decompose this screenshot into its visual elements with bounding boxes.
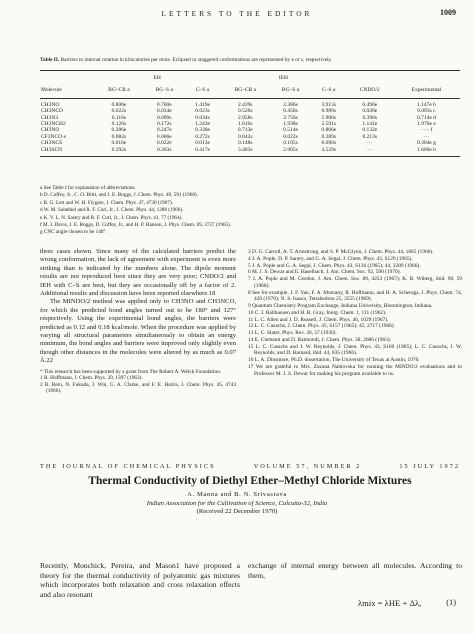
column-header: BG–CR a (220, 84, 270, 98)
table-cell: 0.389s (321, 133, 337, 140)
table-footnote: e K. V. L. N. Sastry and R. F. Curl, Jr., J. Chem. Phys. 41, 77 (1964). (40, 214, 183, 221)
table-footnote: b D. Coffey, Jr., C. O. Britt, and J. E. Boggs, J. Chem. Phys. 49, 591 (1968). (40, 192, 198, 199)
table-cell: 1.147e b (416, 101, 436, 108)
reference: 17 We are grateful to Mrs. Zuzana Nahlovska for running the MINDO/2 evaluations and to Professor M. J. S. Dewar for making his program available to us. (248, 363, 462, 377)
table-cell: 0.292s (111, 146, 127, 153)
table-cell: CF3NCO e (41, 133, 66, 140)
group-header-ieh: IEH (220, 71, 346, 85)
table-cell: 5.900s (321, 114, 337, 121)
author-notes (40, 369, 236, 395)
table-caption-text: Barriers to internal rotation in kilocalories per mole. Eclipsed or staggered conformations are represented by e or s, respectively. (60, 57, 333, 63)
table-cell: 0.126s (111, 121, 127, 128)
running-head: LETTERS TO THE EDITOR (161, 9, 313, 18)
reference: 12 L. C. Cusachs, J. Chem. Phys. 43, S157 (1965); 45, 2717 (1966). (248, 323, 395, 330)
equation-number: (1) (446, 598, 456, 607)
table-cell: 2.591s (321, 121, 337, 128)
note: * This research has been supported by a grant from The Robert A. Welch Foundation. (40, 368, 222, 375)
table-cell: 0.042s (237, 133, 253, 140)
table-cell: 0.132e (362, 127, 378, 134)
table-cell: 1.141e (362, 121, 378, 128)
table-cell: CH3NCO (41, 108, 64, 115)
paragraph: three cases shown. Since many of the calculated barriers predict the wrong conformation, the lack of agreement with experiment is even more striking than is indicated by the numbers alone. The dipole moment results are not reproduced here since they are very poor; CNDO/2 and IEH with C–S are best, but they are occasionally off by a factor of 2. Additional results and discussion have been reported elsewhere.18 (40, 248, 236, 298)
table-cell: 0.028e (362, 108, 378, 115)
reference: 10 C. J. Ballhausen and H. B. Gray, Inorg. Chem. 1, 111 (1962). (248, 309, 387, 316)
table-cell: 0.760e (156, 101, 172, 108)
table-row (40, 147, 460, 157)
article-body-right: exchange of internal energy between all molecules. According to them, (248, 561, 462, 580)
equation: λmix = λHE + Δλ, (358, 598, 422, 608)
left-column (40, 248, 236, 395)
table-cell: 0.866e (321, 127, 337, 134)
table-footnote: c R. G. Lett and W. H. Flygare, J. Chem. Phys. 47, 4730 (1967). (40, 199, 173, 206)
table-cell: 0.690s (321, 140, 337, 147)
table-cell: 1.610s (237, 121, 253, 128)
column-header: C–S a (185, 84, 221, 98)
article-affiliation: Indian Association for the Cultivation of Science, Calcutta-32, India (146, 500, 328, 507)
note: 2 R. Rein, N. Fukuda, J. Win, G. A. Clarke, and F. E. Harris, J. Chem. Phys. 45, 4743 (1966). (40, 381, 236, 395)
table-cell: CH3NO (41, 127, 60, 134)
table-cell: 0.283s (157, 146, 172, 153)
journal-volume: VOLUME 57, NUMBER 2 (253, 463, 362, 470)
article-authors: A. Manna and B. N. Srivastava (187, 491, 287, 498)
table-cell: 0.247e (156, 127, 172, 134)
table-cell: 0.034e (156, 108, 172, 115)
reference: 6 M. J. S. Dewar and E. Haselbach, J. Am. Chem. Soc. 92, 590 (1970). (248, 269, 401, 276)
table-cell: 0.286e (111, 127, 127, 134)
table-cell: 1.938s (283, 121, 298, 128)
table-cell: 2.386s (283, 101, 298, 108)
reference: 13 L. C. Slater, Phys. Rev. 36, 57 (1930). (248, 330, 337, 336)
table-cell: 2.756s (283, 114, 298, 121)
table-cell: 0.066e (156, 133, 172, 140)
article-title: Thermal Conductivity of Diethyl Ether–Methyl Chloride Mixtures (88, 475, 412, 487)
table-cell: 0.390s (362, 114, 378, 121)
table-footnote: d W. M. Salathiel and R. F. Curl, Jr., J. Chem. Phys. 44, 1288 (1966). (40, 207, 184, 214)
table-cell: 0.022e (156, 140, 172, 147)
article-body-left: Recently, Monchick, Pereira, and Mason1 have proposed a theory for the thermal conductivity of polyatomic gas mixtures which incorporates both relaxation and cross relaxation effects and also resonant (40, 561, 240, 599)
table-cell: 0.116s (111, 114, 127, 121)
table-cell: 0.458s (283, 108, 298, 115)
reference: 5 J. A. Pople and G. A. Segal, J. Chem. Phys. 43, S136 (1965); 44, 3289 (1966). (248, 262, 421, 269)
table-cell: 3.483s (237, 146, 253, 153)
table-cell: 0.172s (157, 121, 172, 128)
table-cell: ··· (423, 133, 430, 140)
table-cell: 4.529s (321, 146, 337, 153)
reference: 16 L. A. Dinsmore, Ph.D. dissertation, The University of Texas at Austin, 1970. (248, 357, 420, 363)
article-received: (Received 22 December 1970) (196, 508, 278, 515)
table-cell: 1.600e h (416, 146, 436, 153)
table-footnotes (40, 185, 460, 237)
table-cell: 0.082s (111, 133, 127, 140)
note: 1 R. Hoffmann, J. Chem. Phys. 39, 1397 (1963). (40, 375, 143, 382)
table-footnote: a See Table I for explanation of abbreviations. (40, 185, 136, 191)
reference: 4 J. A. Pople, D. P. Santry, and G. A. Segal, J. Chem. Phys. 43, S129 (1965). (248, 255, 413, 262)
table-cell: 1.243e (195, 121, 210, 128)
table-cell: 0.714e d (416, 114, 436, 121)
table-label: Table II. (40, 57, 60, 63)
column-header: Molecule (40, 84, 94, 98)
table-cell: 0.022s (283, 133, 298, 140)
table-cell: 0.330e (195, 127, 210, 134)
reference: 3 D. G. Carroll, A. T. Armstrong, and S. P. McGlynn, J. Chem. Phys. 44, 1865 (1966). (248, 249, 434, 255)
column-header: C–S a (311, 84, 347, 98)
reference: 15 L. C. Cusachs and J. W. Reynolds, J. Chem. Phys. 43, S160 (1965); L. C. Cusachs, J. W. Reynolds, and D. Barnard, ibid. 44, 835 (1966). (248, 343, 462, 357)
table-cell: CH3NO (41, 101, 60, 108)
table-cell: CH3NCS (41, 140, 63, 147)
table-footnote: f M. I. Davis, J. E. Boggs, D. Coffey, Jr., and H. P. Hanson, J. Phys. Chem. 69, 3727 (1965). (40, 222, 232, 229)
table-cell: 0.713e (237, 127, 253, 134)
table-cell: 0.016e (111, 140, 127, 147)
reference: 11 L. C. Allen and J. D. Russell, J. Chem. Phys. 46, 1029 (1967). (248, 316, 389, 323)
column-header: Experimental (393, 84, 460, 98)
table-cell: 0.806e (111, 101, 127, 108)
journal-line (40, 463, 460, 470)
table-footnote: g CNC angle chosen to be 140°. (40, 229, 107, 236)
table-cell: 0.417e (195, 146, 210, 153)
table-cell: ··· (367, 146, 373, 153)
table-cell: CH3SCN (41, 146, 63, 153)
table-cell: 0.514e (283, 127, 298, 134)
table-cell: ··· (367, 140, 373, 147)
table-cell: 0.022s (111, 108, 127, 115)
journal-date: 15 JULY 1972 (399, 463, 460, 470)
reference: 9 Quantum Chemistry Program Exchange, Indiana University, Bloomington, Indiana. (248, 303, 433, 309)
table-cell: 0.490e (362, 101, 378, 108)
table-cell: 0.526s (237, 108, 253, 115)
table-cell: 2.905s (283, 146, 298, 153)
table-cell: 0.013e (195, 140, 210, 147)
table-row (40, 98, 460, 108)
reference: 14 E. Clementi and D. Raimondi, J. Chem. Phys. 38, 2686 (1963). (248, 336, 391, 343)
table-cell: 0.083s c (417, 108, 436, 115)
table-cell: CH3N3 (41, 114, 59, 121)
reference: 8 See for example, J. F. Yan, F. A. Momany, R. Hoffmann, and H. A. Scheraga, J. Phys. Chem. 74, 420 (1970); N. S. Isaacs, Tetrahedron 25, 3555 (1969). (248, 289, 462, 303)
table-cell: 2.958s (237, 114, 253, 121)
table-cell: 0.105s (283, 140, 298, 147)
table-cell: ····· f (420, 127, 433, 134)
table-cell: 0.213s (362, 133, 378, 140)
column-header: CNDO/2 (347, 84, 393, 98)
paragraph: The MINDO/2 method was applied only to CH3NO and CH3NCO, for which the predicted bond angles turned out to be 180° and 127° respectively. Using the experimental bond angles, the barriers were predicted as 0.12 and 0.18 kcal/mole. When the procedure was applied by varying all structural parameters simultaneously to obtain an energy minimum, the bond angles and barriers were improved only slightly even though other distances in the molecules were altered by as much as 0.07 Å.22 (40, 298, 236, 365)
table-cell: 0.034s (195, 114, 210, 121)
column-header: BG–S a (270, 84, 311, 98)
table-cell: 3.913s (321, 101, 337, 108)
journal-name: THE JOURNAL OF CHEMICAL PHYSICS (40, 463, 216, 470)
table-cell: 0.272s (195, 133, 210, 140)
table-cell: 1.970e e (417, 121, 436, 128)
table-cell: 0.989s (321, 108, 337, 115)
references-column (248, 249, 462, 377)
group-header-eh: EH (94, 71, 220, 85)
table-cell: CH3NCH2 (41, 121, 66, 128)
table-caption (40, 57, 460, 64)
table-cell: 0.148s (237, 140, 253, 147)
barrier-table (40, 70, 460, 157)
column-header: BG–CR a (94, 84, 144, 98)
table-cell: 1.419e (195, 101, 210, 108)
table-cell: 0.023s (195, 108, 210, 115)
reference: 7 J. A. Pople and M. Gordon, J. Am. Chem. Soc. 89, 4253 (1967); K. B. Wiberg, ibid. 90, 59 (1968). (248, 276, 462, 289)
table-cell: 0.089s (157, 114, 172, 121)
column-header: BG–S a (144, 84, 185, 98)
table-cell: 2.439s (237, 101, 253, 108)
table-cell: 0.304e g (416, 140, 436, 147)
page-number: 1009 (440, 8, 456, 17)
